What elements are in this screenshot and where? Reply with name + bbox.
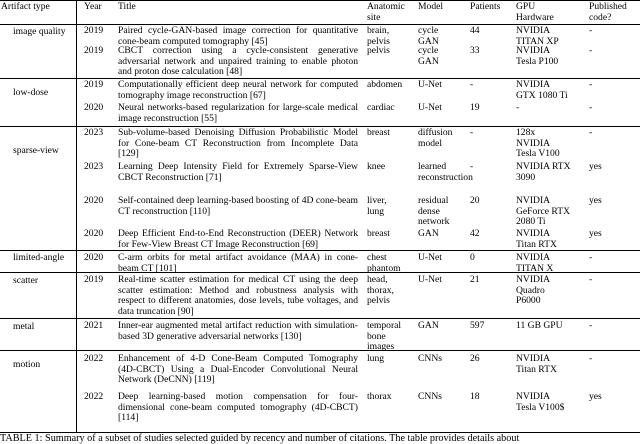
cell-gpu: -	[516, 102, 520, 113]
cell-site: head, thorax, pelvis	[367, 274, 394, 307]
cell-patients: 0	[470, 252, 475, 263]
cell-year: 2023	[84, 161, 104, 172]
cell-title: Deep Efficient End-to-End Reconstruction (DEER) Network for Few-View Breast CT Image Reconstruction [69]	[118, 228, 358, 250]
cell-site: lung	[367, 353, 385, 364]
cell-patients: 18	[470, 391, 480, 402]
header-title: Title	[118, 1, 136, 12]
cell-site: liver, lung	[367, 195, 387, 217]
group-label: image quality	[13, 26, 66, 37]
cell-code: yes	[589, 161, 602, 172]
cell-code: -	[589, 274, 593, 285]
cell-model: GAN	[418, 320, 439, 331]
cell-gpu: NVIDIA Quadro P6000	[516, 274, 551, 307]
cell-patients: -	[470, 161, 474, 172]
header-year: Year	[84, 1, 102, 12]
cell-model: U-Net	[418, 102, 442, 113]
group-label: limited-angle	[13, 252, 65, 263]
cell-model: learned reconstruction	[418, 161, 473, 183]
header-patients: Patients	[470, 1, 501, 12]
cell-site: brain, pelvis	[367, 25, 390, 47]
column-divider	[76, 0, 77, 432]
cell-patients: 44	[470, 25, 480, 36]
cell-year: 2019	[84, 79, 104, 90]
cell-gpu: NVIDIA TITAN X	[516, 252, 554, 274]
cell-site: breast	[367, 228, 390, 239]
cell-title: Paired cycle-GAN-based image correction for quantitative cone-beam computed tomography [45]	[118, 25, 358, 47]
cell-patients: 597	[470, 320, 485, 331]
cell-model: U-Net	[418, 79, 442, 90]
cell-year: 2019	[84, 25, 104, 36]
table-caption: TABLE 1: Summary of a subset of studies selected guided by recency and number of citations. The table provides details about	[0, 433, 520, 444]
cell-gpu: 128x NVIDIA Tesla V100	[516, 127, 560, 160]
cell-code: -	[589, 79, 593, 90]
group-label: scatter	[13, 275, 39, 286]
cell-patients: 20	[470, 195, 480, 206]
cell-code: -	[589, 320, 593, 331]
cell-gpu: NVIDIA TITAN XP	[516, 25, 559, 47]
cell-model: U-Net	[418, 274, 442, 285]
cell-code: yes	[589, 228, 602, 239]
header-artifact-type: Artifact type	[1, 1, 50, 12]
cell-patients: 26	[470, 353, 480, 364]
cell-title: Learning Deep Intensity Field for Extremely Sparse-View CBCT Reconstruction [71]	[118, 161, 358, 183]
cell-code: -	[589, 353, 593, 364]
cell-gpu: NVIDIA Titan RTX	[516, 353, 557, 375]
cell-gpu: NVIDIA GTX 1080 Ti	[516, 79, 568, 101]
cell-year: 2020	[84, 228, 104, 239]
header-published-code: Published code?	[589, 1, 627, 23]
cell-patients: 19	[470, 102, 480, 113]
cell-model: U-Net	[418, 252, 442, 263]
group-label: sparse-view	[13, 145, 59, 156]
cell-year: 2020	[84, 252, 104, 263]
header-gpu-hardware: GPU Hardware	[516, 1, 554, 23]
cell-patients: 33	[470, 45, 480, 56]
cell-site: thorax	[367, 391, 392, 402]
cell-year: 2020	[84, 102, 104, 113]
cell-gpu: NVIDIA RTX 3090	[516, 161, 571, 183]
cell-site: breast	[367, 127, 390, 138]
cell-patients: -	[470, 127, 474, 138]
group-rule	[0, 350, 640, 351]
cell-code: -	[589, 127, 593, 138]
cell-year: 2022	[84, 353, 104, 364]
cell-site: cardiac	[367, 102, 395, 113]
cell-year: 2021	[84, 320, 104, 331]
cell-model: residual dense network	[418, 195, 450, 228]
cell-site: knee	[367, 161, 386, 172]
group-label: motion	[13, 359, 41, 370]
cell-model: CNNs	[418, 353, 442, 364]
header-anatomic-site: Anatomic site	[367, 1, 405, 23]
cell-year: 2019	[84, 274, 104, 285]
group-label: low-dose	[13, 87, 49, 98]
cell-title: CBCT correction using a cycle-consistent generative adversarial network and unpaired training to enable photon and proton dose calculation [48]	[118, 45, 358, 78]
cell-model: GAN	[418, 228, 439, 239]
cell-year: 2023	[84, 127, 104, 138]
cell-title: Deep learning-based motion compensation for four-dimensional cone-beam computed tomography (4D-CBCT) [114]	[118, 391, 358, 424]
cell-model: CNNs	[418, 391, 442, 402]
cell-code: yes	[589, 391, 602, 402]
cell-title: Inner-ear augmented metal artifact reduction with simulation-based 3D generative adversarial networks [130]	[118, 320, 358, 342]
cell-gpu: NVIDIA Titan RTX	[516, 228, 557, 250]
cell-patients: -	[470, 79, 474, 90]
cell-site: pelvis	[367, 45, 390, 56]
cell-gpu: NVIDIA Tesla V100$	[516, 391, 565, 413]
cell-code: -	[589, 45, 593, 56]
cell-title: Sub-volume-based Denoising Diffusion Probabilistic Model for Cone-beam CT Reconstruction from Incomplete Data [129]	[118, 127, 358, 160]
group-label: metal	[13, 321, 35, 332]
group-rule	[0, 318, 640, 319]
cell-year: 2019	[84, 45, 104, 56]
cell-code: yes	[589, 195, 602, 206]
cell-gpu: 11 GB GPU	[516, 320, 563, 331]
cell-title: C-arm orbits for metal artifact avoidance (MAA) in cone-beam CT [101]	[118, 252, 358, 274]
cell-code: -	[589, 102, 593, 113]
cell-title: Self-contained deep learning-based boosting of 4D cone-beam CT reconstruction [110]	[118, 195, 358, 217]
cell-site: chest phantom	[367, 252, 401, 274]
cell-title: Computationally efficient deep neural network for computed tomography image reconstruction [67]	[118, 79, 358, 101]
cell-site: abdomen	[367, 79, 403, 90]
cell-site: temporal bone images	[367, 320, 402, 353]
cell-title: Enhancement of 4-D Cone-Beam Computed Tomography (4D-CBCT) Using a Dual-Encoder Convolutional Neural Network (DeCNN) [119]	[118, 353, 358, 386]
cell-gpu: NVIDIA GeForce RTX 2080 Ti	[516, 195, 571, 228]
cell-model: cycle GAN	[418, 45, 439, 67]
cell-year: 2020	[84, 195, 104, 206]
cell-year: 2022	[84, 391, 104, 402]
cell-model: diffusion model	[418, 127, 453, 149]
cell-gpu: NVIDIA Tesla P100	[516, 45, 559, 67]
cell-title: Neural networks-based regularization for large-scale medical image reconstruction [55]	[118, 102, 358, 124]
header-model: Model	[418, 1, 444, 12]
cell-code: -	[589, 252, 593, 263]
cell-model: cycle GAN	[418, 25, 439, 47]
cell-title: Real-time scatter estimation for medical CT using the deep scatter estimation: Method and robustness analysis with respect to different anatomies, dose levels, tube voltages, and data truncation [90]	[118, 274, 358, 317]
cell-patients: 21	[470, 274, 480, 285]
cell-code: -	[589, 25, 593, 36]
cell-patients: 42	[470, 228, 480, 239]
